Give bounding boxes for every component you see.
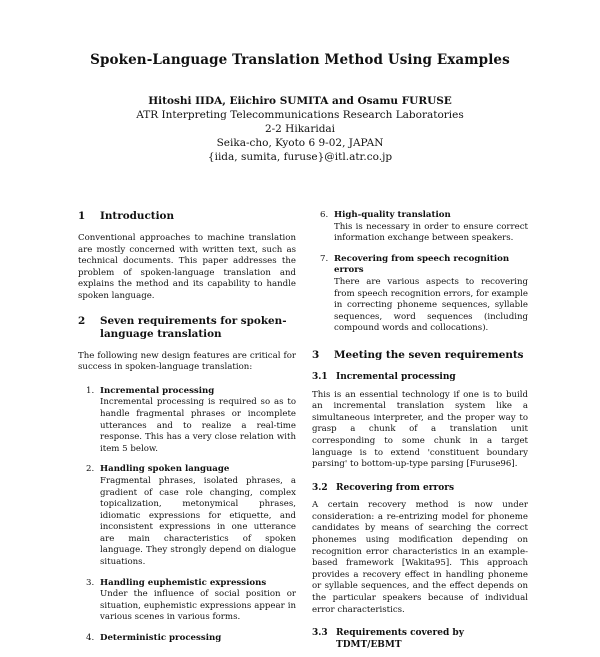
list-item — [78, 464, 296, 568]
section-1-heading — [78, 210, 296, 223]
subsection-3-2-heading — [312, 483, 528, 495]
item-text: This is necessary in order to ensure correct information exchange between speakers. — [334, 221, 528, 244]
item-number: 2. — [86, 464, 95, 475]
list-item — [78, 578, 296, 624]
subsection-number: 3.1 — [312, 371, 328, 382]
section-2-intro: The following new design features are critical for success in spoken-language translation: — [78, 350, 296, 373]
section-1-paragraph: Conventional approaches to machine translation are mostly concerned with written text, such as technical documents. This paper addresses the problem of spoken-language translation and explains the method and its capability to handle spoken language. — [78, 233, 296, 301]
section-title: Seven requirements for spoken-language translation — [100, 314, 287, 340]
subsection-title: Recovering from errors — [336, 482, 455, 493]
item-number: 1. — [86, 385, 95, 396]
item-title: Handling euphemistic expressions — [100, 577, 267, 588]
affiliation: ATR Interpreting Telecommunications Research Laboratories — [136, 109, 464, 121]
list-item — [78, 633, 296, 645]
item-text: Incremental processing is required so as to handle fragmental phrases or incomplete utterances and to realize a real-time response. This has a very close relation with item 5 below. — [100, 397, 296, 454]
subsection-title: Requirements covered by TDMT/EBMT — [336, 628, 464, 650]
address-line-1: 2-2 Hikaridai — [264, 123, 336, 135]
section-number: 1 — [78, 210, 86, 222]
item-text: Fragmental phrases, isolated phrases, a gradient of case role changing, complex topicalization, metonymical phrases, idiomatic expressions for etiquette, and inconsistent expressions in one utterance are main characteristics of spoken language. They strongly depend on dialogue situations. — [100, 475, 296, 568]
section-2-heading — [78, 315, 296, 341]
item-number: 7. — [320, 253, 329, 264]
section-title: Introduction — [100, 210, 174, 222]
subsection-3-2-paragraph: A certain recovery method is now under consideration: a re-entrizing model for phoneme candidates by means of searching the correct phonemes using modification depending on recognition error characteristics in an example-based framework [Wakita95]. This approach provides a recovery effect in handling phoneme or syllable sequences, and the effect depends on the particular speakers because of individual error characteristics. — [312, 500, 528, 615]
item-number: 3. — [86, 577, 95, 588]
subsection-3-1-paragraph: This is an essential technology if one is to build an incremental translation system like a simultaneous interpreter, and the proper way to grasp a chunk of a translation unit corresponding to some chunk in a target language is to extend 'constituent boundary parsing' to bottom-up-type parsing [Furuse96]. — [312, 389, 528, 470]
section-title: Meeting the seven requirements — [334, 348, 524, 361]
address-line-2: Seika-cho, Kyoto 6 9-02, JAPAN — [216, 137, 384, 149]
subsection-number: 3.3 — [312, 628, 328, 639]
item-title: Handling spoken language — [100, 464, 230, 475]
subsection-3-1-heading — [312, 372, 528, 384]
list-item — [78, 386, 296, 456]
email-address: {iida, sumita, furuse}@itl.atr.co.jp — [207, 151, 393, 163]
list-item — [312, 254, 528, 335]
item-text: Under the influence of social position or situation, euphemistic expressions appear in various scenes in various forms. — [100, 589, 296, 623]
paper-title: Spoken-Language Translation Method Using Examples — [90, 52, 510, 68]
subsection-number: 3.2 — [312, 482, 328, 493]
item-number: 4. — [86, 633, 95, 644]
left-column — [78, 210, 296, 654]
author-names: Hitoshi IIDA, Eiichiro SUMITA and Osamu FURUSE — [148, 95, 452, 107]
requirements-list — [78, 386, 296, 645]
section-number: 3 — [312, 348, 320, 361]
list-item — [312, 210, 528, 245]
requirements-list-continued — [312, 210, 528, 335]
author-block — [0, 94, 600, 164]
item-title: High-quality translation — [334, 210, 451, 220]
subsection-title: Incremental processing — [336, 371, 456, 382]
item-text: There are various aspects to recovering from speech recognition errors, for example in correcting phoneme sequences, syllable sequences, word sequences (including compound words and collocations). — [334, 276, 528, 334]
section-3-heading — [312, 349, 528, 362]
right-column — [312, 210, 528, 657]
subsection-3-3-heading — [312, 628, 528, 651]
item-title: Incremental processing — [100, 385, 215, 396]
item-number: 6. — [320, 210, 329, 220]
item-title: Deterministic processing — [100, 633, 222, 644]
item-title: Recovering from speech recognition errors — [334, 253, 510, 276]
section-number: 2 — [78, 314, 86, 327]
